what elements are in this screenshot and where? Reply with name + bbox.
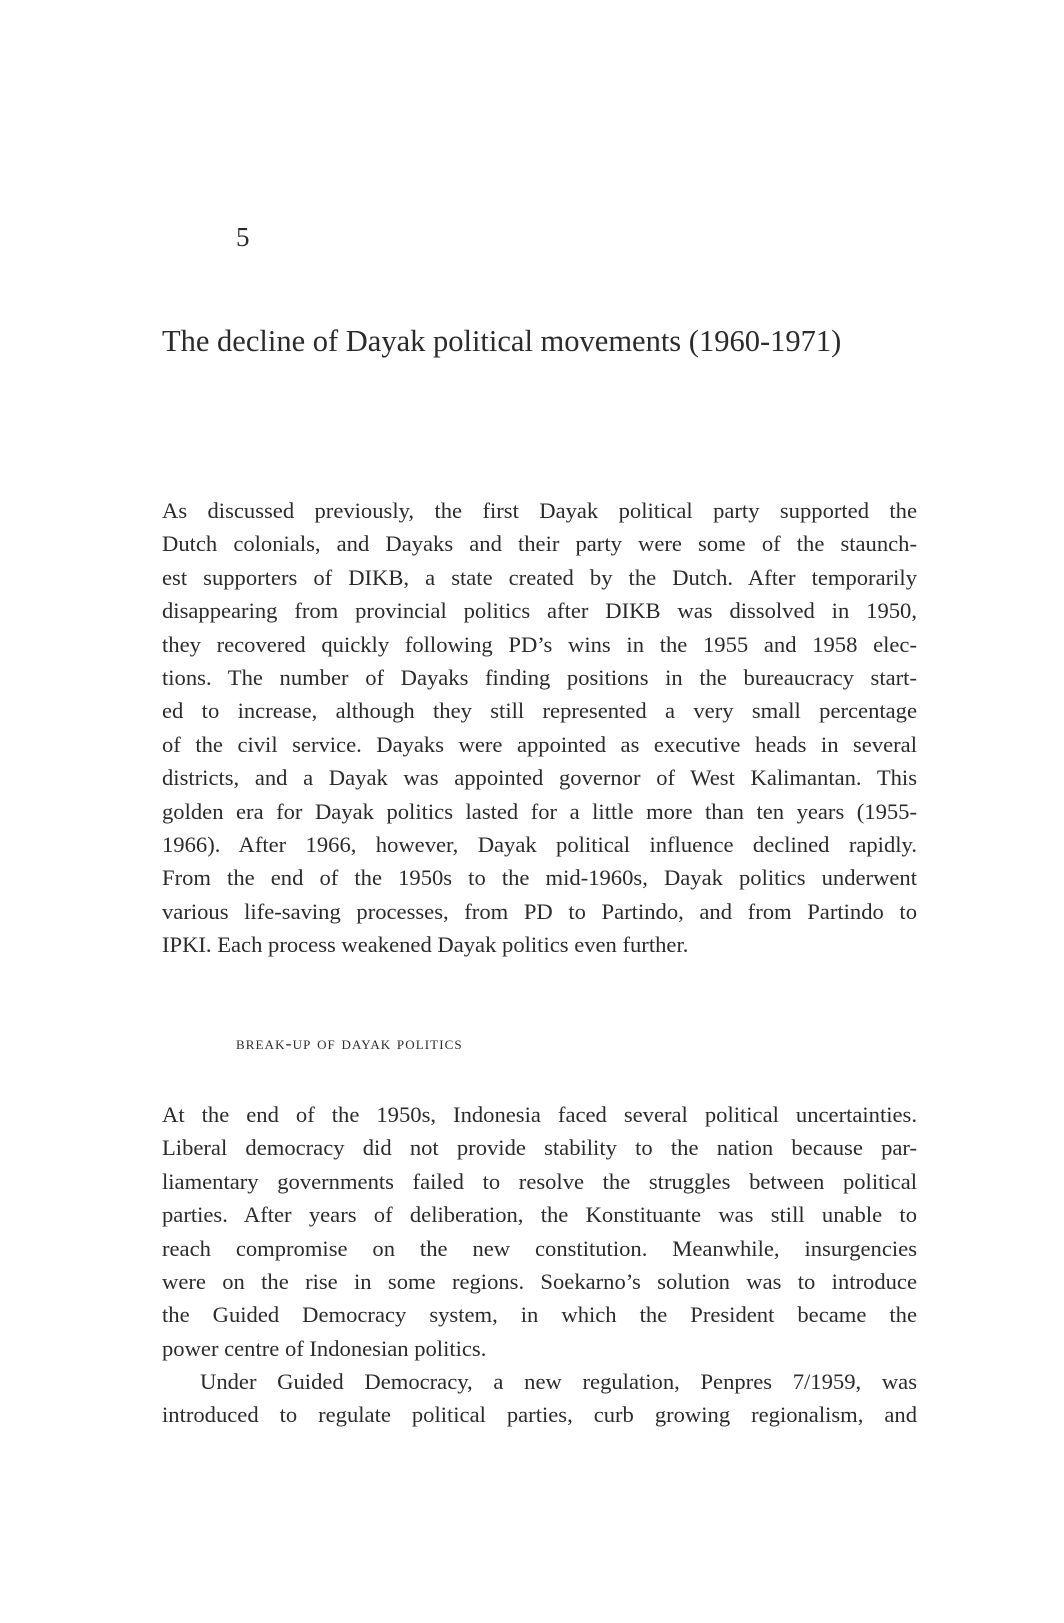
text-line: Liberal democracy did not provide stability to the nation because par-	[162, 1135, 917, 1161]
text-line: liamentary governments failed to resolve the struggles between political	[162, 1168, 917, 1194]
text-line: 1966). After 1966, however, Dayak political influence declined rapidly.	[162, 831, 917, 857]
text-line: were on the rise in some regions. Soekarno’s solution was to introduce	[162, 1268, 917, 1294]
paragraph-intro	[162, 494, 917, 961]
chapter-title: The decline of Dayak political movements (1960-1971)	[162, 324, 842, 358]
text-line: Under Guided Democracy, a new regulation, Penpres 7/1959, was	[200, 1369, 917, 1394]
text-line: they recovered quickly following PD’s wins in the 1955 and 1958 elec-	[162, 631, 917, 657]
text-line: ed to increase, although they still represented a very small percentage	[162, 698, 917, 724]
text-line: of the civil service. Dayaks were appointed as executive heads in several	[162, 731, 917, 757]
text-line: IPKI. Each process weakened Dayak politics even further.	[162, 932, 689, 958]
text-line: the Guided Democracy system, in which the President became the	[162, 1302, 917, 1328]
text-line: disappearing from provincial politics after DIKB was dissolved in 1950,	[162, 598, 917, 624]
text-line: From the end of the 1950s to the mid-1960s, Dayak politics underwent	[162, 865, 917, 891]
paragraph-break-up	[162, 1098, 917, 1365]
text-line: various life-saving processes, from PD to Partindo, and from Partindo to	[162, 898, 917, 924]
text-line: reach compromise on the new constitution. Meanwhile, insurgencies	[162, 1235, 917, 1261]
text-line: As discussed previously, the first Dayak political party supported the	[162, 498, 917, 523]
text-line: At the end of the 1950s, Indonesia faced several political uncertainties.	[162, 1102, 917, 1127]
paragraph-guided-democracy	[162, 1365, 917, 1432]
text-line: Dutch colonials, and Dayaks and their party were some of the staunch-	[162, 531, 917, 557]
text-line: golden era for Dayak politics lasted for a little more than ten years (1955-	[162, 798, 917, 824]
chapter-number: 5	[236, 222, 250, 252]
text-line: parties. After years of deliberation, the Konstituante was still unable to	[162, 1202, 917, 1228]
text-line: tions. The number of Dayaks finding positions in the bureaucracy start-	[162, 664, 917, 690]
text-line: districts, and a Dayak was appointed governor of West Kalimantan. This	[162, 765, 917, 791]
text-line: introduced to regulate political parties, curb growing regionalism, and	[162, 1402, 917, 1428]
text-line: power centre of Indonesian politics.	[162, 1335, 487, 1361]
section-heading: break-up of dayak politics	[236, 1033, 463, 1053]
text-line: est supporters of DIKB, a state created by the Dutch. After temporarily	[162, 564, 917, 590]
